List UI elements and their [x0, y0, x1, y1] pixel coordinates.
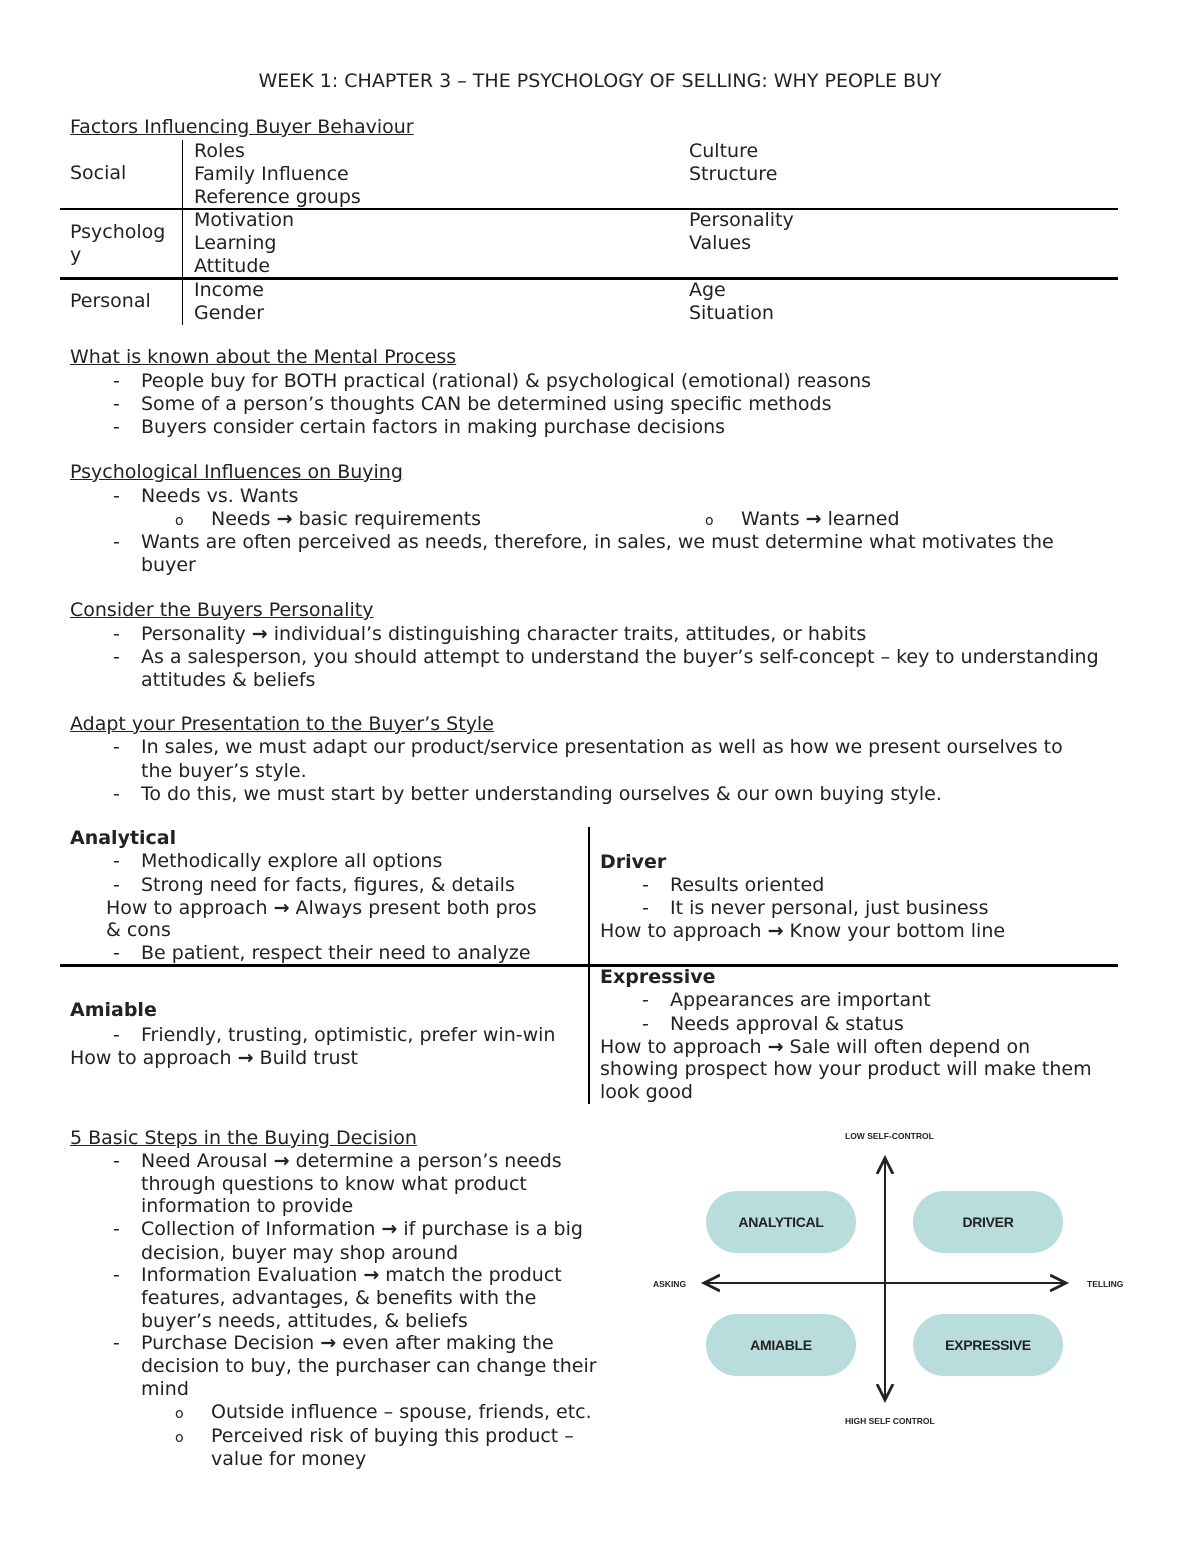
approach-text: Sale will often depend on	[789, 1036, 1031, 1058]
dash: -	[113, 370, 120, 392]
quadrant-driver: DRIVER	[913, 1191, 1063, 1253]
definition: individual’s distinguishing character traits, attitudes, or habits	[273, 623, 867, 645]
arrow-icon: →	[276, 508, 293, 530]
approach-text: Always present both pros	[295, 897, 537, 919]
step-purchase	[141, 1332, 554, 1355]
list-item: Appearances are important	[670, 989, 931, 1011]
arrow-icon: →	[273, 897, 290, 919]
circle-bullet: o	[175, 1430, 184, 1446]
arrow-icon: →	[805, 508, 822, 530]
approach-amiable	[70, 1047, 358, 1070]
dash: -	[113, 416, 120, 438]
steps-heading: 5 Basic Steps in the Buying Decision	[70, 1127, 417, 1149]
dash: -	[642, 874, 649, 896]
step-text: determine a person’s needs	[295, 1150, 562, 1172]
arrow-icon: →	[273, 1150, 290, 1172]
adapt-heading: Adapt your Presentation to the Buyer’s Style	[70, 713, 494, 735]
step-label: Need Arousal	[141, 1150, 268, 1172]
step-need-arousal	[141, 1150, 562, 1173]
approach-expressive	[600, 1036, 1030, 1059]
step-text: match the product	[385, 1264, 562, 1286]
list-item: Some of a person’s thoughts CAN be determined using specific methods	[141, 393, 832, 415]
dash: -	[642, 897, 649, 919]
quadrant-expressive: EXPRESSIVE	[913, 1314, 1063, 1376]
dash: -	[113, 850, 120, 872]
list-item-wrap: attitudes & beliefs	[141, 669, 316, 691]
arrow-icon: →	[320, 1332, 337, 1354]
step-wrap: information to provide	[141, 1195, 354, 1217]
cell: Family Influence	[194, 163, 349, 185]
list-item: Buyers consider certain factors in making purchase decisions	[141, 416, 726, 438]
cell: Personality	[689, 209, 794, 231]
list-item: Be patient, respect their need to analyze	[141, 942, 531, 964]
mental-heading: What is known about the Mental Process	[70, 346, 457, 368]
step-wrap: decision, buyer may shop around	[141, 1242, 459, 1264]
sub-item: Outside influence – spouse, friends, etc.	[211, 1401, 592, 1423]
style-title-expressive: Expressive	[600, 966, 716, 988]
list-item: To do this, we must start by better understanding ourselves & our own buying style.	[141, 783, 942, 805]
approach-text: Build trust	[259, 1047, 358, 1069]
cell: Values	[689, 232, 752, 254]
dash: -	[113, 485, 120, 507]
psych-heading: Psychological Influences on Buying	[70, 461, 403, 483]
sub-item-wrap: value for money	[211, 1448, 367, 1470]
list-item-wrap: buyer	[141, 554, 196, 576]
cell: Culture	[689, 140, 759, 162]
dash: -	[113, 393, 120, 415]
diagram-axes	[640, 1140, 1140, 1430]
list-item: It is never personal, just business	[670, 897, 989, 919]
dash: -	[113, 874, 120, 896]
approach-driver	[600, 920, 1005, 943]
page-title: WEEK 1: CHAPTER 3 – THE PSYCHOLOGY OF SELLING: WHY PEOPLE BUY	[258, 70, 942, 92]
dash: -	[113, 783, 120, 805]
table-divider-vertical	[182, 140, 183, 325]
dash: -	[642, 989, 649, 1011]
quadrant-amiable: AMIABLE	[706, 1314, 856, 1376]
arrow-icon: →	[381, 1218, 398, 1240]
cell: Reference groups	[194, 186, 361, 208]
dash: -	[113, 942, 120, 964]
cell: Motivation	[194, 209, 295, 231]
cell: Attitude	[194, 255, 271, 277]
list-item: Needs approval & status	[670, 1013, 904, 1035]
circle-bullet: o	[705, 513, 714, 529]
dash: -	[642, 1013, 649, 1035]
list-item: Needs vs. Wants	[141, 485, 299, 507]
list-item: Results oriented	[670, 874, 825, 896]
dash: -	[113, 1332, 120, 1354]
needs-label: Needs	[211, 508, 271, 530]
list-item: Wants are often perceived as needs, therefore, in sales, we must determine what motivates the	[141, 531, 1054, 553]
step-wrap: mind	[141, 1378, 189, 1400]
sub-item-needs	[211, 508, 481, 531]
arrow-icon: →	[363, 1264, 380, 1286]
arrow-icon: →	[251, 623, 268, 645]
step-text: if purchase is a big	[403, 1218, 583, 1240]
list-item: People buy for BOTH practical (rational) & psychological (emotional) reasons	[141, 370, 872, 392]
wants-text: learned	[827, 508, 900, 530]
style-title-amiable: Amiable	[70, 999, 157, 1021]
personality-heading: Consider the Buyers Personality	[70, 599, 374, 621]
step-text: even after making the	[342, 1332, 554, 1354]
style-title-analytical: Analytical	[70, 827, 177, 849]
dash: -	[113, 531, 120, 553]
style-title-driver: Driver	[600, 851, 667, 873]
list-item-wrap: the buyer’s style.	[141, 760, 307, 782]
quadrant-analytical: ANALYTICAL	[706, 1191, 856, 1253]
arrow-icon: →	[767, 920, 784, 942]
approach-wrap: look good	[600, 1081, 693, 1103]
step-wrap: buyer’s needs, attitudes, & beliefs	[141, 1310, 468, 1332]
step-label: Collection of Information	[141, 1218, 376, 1240]
wants-label: Wants	[741, 508, 800, 530]
row-label-personal: Personal	[70, 290, 151, 312]
dash: -	[113, 646, 120, 668]
cell: Gender	[194, 302, 265, 324]
row-label-psychology: Psycholog	[70, 221, 166, 243]
axis-label-bottom: HIGH SELF CONTROL	[845, 1416, 935, 1426]
circle-bullet: o	[175, 1406, 184, 1422]
sub-item-wants	[741, 508, 900, 531]
dash: -	[113, 1024, 120, 1046]
sub-item: Perceived risk of buying this product –	[211, 1425, 574, 1447]
list-item: Methodically explore all options	[141, 850, 443, 872]
term: Personality	[141, 623, 246, 645]
step-wrap: features, advantages, & benefits with the	[141, 1287, 537, 1309]
approach-analytical	[106, 897, 537, 920]
approach-wrap: showing prospect how your product will make them	[600, 1058, 1092, 1080]
dash: -	[113, 623, 120, 645]
arrow-icon: →	[767, 1036, 784, 1058]
cell: Income	[194, 279, 264, 301]
step-label: Information Evaluation	[141, 1264, 358, 1286]
cell: Situation	[689, 302, 774, 324]
row-label-psychology-wrap: y	[70, 244, 82, 266]
approach-label: How to approach	[70, 1047, 232, 1069]
axis-label-right: TELLING	[1087, 1279, 1124, 1289]
cell: Learning	[194, 232, 277, 254]
list-item	[141, 623, 866, 646]
axis-label-left: ASKING	[653, 1279, 687, 1289]
list-item: Friendly, trusting, optimistic, prefer win-win	[141, 1024, 556, 1046]
needs-text: basic requirements	[298, 508, 482, 530]
row-label-social: Social	[70, 162, 127, 184]
approach-label: How to approach	[106, 897, 268, 919]
dash: -	[113, 736, 120, 758]
cell: Structure	[689, 163, 778, 185]
approach-label: How to approach	[600, 920, 762, 942]
dash: -	[113, 1264, 120, 1286]
approach-text: Know your bottom line	[789, 920, 1006, 942]
factors-heading: Factors Influencing Buyer Behaviour	[70, 116, 414, 138]
step-evaluation	[141, 1264, 562, 1287]
cell: Roles	[194, 140, 245, 162]
list-item: As a salesperson, you should attempt to understand the buyer’s self-concept – key to understanding	[141, 646, 1099, 668]
axis-label-top: LOW SELF-CONTROL	[845, 1131, 934, 1141]
cell: Age	[689, 279, 726, 301]
circle-bullet: o	[175, 513, 184, 529]
step-label: Purchase Decision	[141, 1332, 315, 1354]
list-item: In sales, we must adapt our product/service presentation as well as how we present ourselves to	[141, 736, 1063, 758]
list-item: Strong need for facts, figures, & details	[141, 874, 515, 896]
approach-wrap: & cons	[106, 919, 171, 941]
step-wrap: decision to buy, the purchaser can change their	[141, 1355, 597, 1377]
dash: -	[113, 1150, 120, 1172]
step-collection	[141, 1218, 583, 1241]
arrow-icon: →	[237, 1047, 254, 1069]
dash: -	[113, 1218, 120, 1240]
approach-label: How to approach	[600, 1036, 762, 1058]
step-wrap: through questions to know what product	[141, 1173, 527, 1195]
